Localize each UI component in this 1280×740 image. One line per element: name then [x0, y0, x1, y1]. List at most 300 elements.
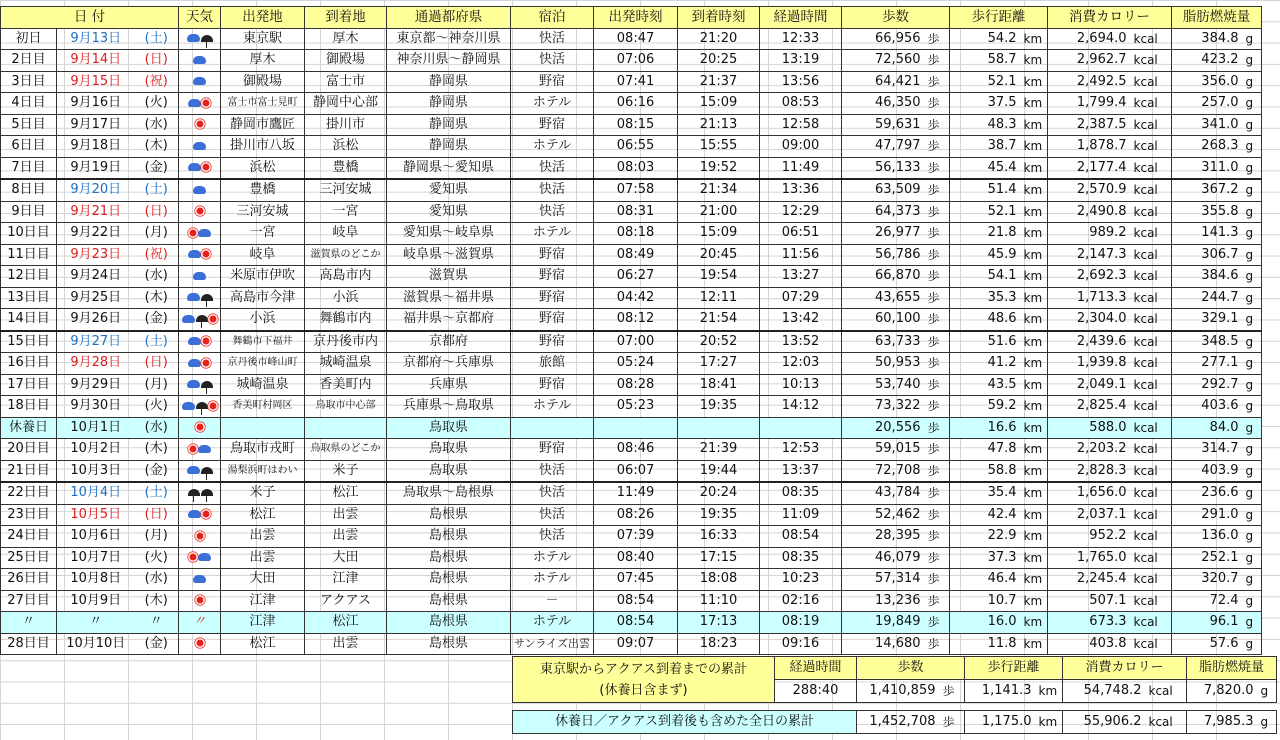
header-kcal: 消費カロリー — [1048, 7, 1172, 29]
weather-cell — [179, 353, 221, 375]
dep-cell: 08:12 — [594, 309, 678, 331]
from-cell: 香美町村岡区 — [221, 396, 305, 418]
dep-cell: 06:16 — [594, 93, 678, 115]
dep-cell: 08:40 — [594, 547, 678, 569]
kcal-unit: kcal — [1130, 460, 1172, 482]
prefs-cell: 島根県 — [387, 504, 511, 526]
from-cell: 御殿場 — [221, 71, 305, 93]
steps-cell: 57,314 — [842, 569, 924, 591]
steps-unit: 歩 — [924, 309, 950, 331]
fat-unit: g — [1242, 179, 1262, 201]
weather-cell — [179, 504, 221, 526]
arr-cell: 17:15 — [678, 547, 760, 569]
kcal-unit: kcal — [1130, 71, 1172, 93]
arr-cell — [678, 417, 760, 439]
arr-cell: 20:24 — [678, 482, 760, 504]
cloud-icon — [188, 250, 201, 258]
date-cell: 9月25日 — [57, 287, 135, 309]
cloud-icon — [198, 445, 211, 453]
fat-unit: g — [1242, 114, 1262, 136]
arr-cell: 18:41 — [678, 374, 760, 396]
kcal-unit: kcal — [1130, 417, 1172, 439]
fat-unit: g — [1242, 633, 1262, 655]
fat-unit: g — [1242, 504, 1262, 526]
fat-cell: 57.6 — [1172, 633, 1242, 655]
arr-cell: 21:20 — [678, 28, 760, 50]
kcal-cell: 2,387.5 — [1048, 114, 1130, 136]
arr-cell: 20:25 — [678, 50, 760, 72]
dist-unit: km — [1020, 136, 1048, 158]
dow-cell: (日) — [135, 353, 179, 375]
day-cell: 28日目 — [1, 633, 57, 655]
dist-cell: 37.5 — [950, 93, 1020, 115]
kcal-unit: kcal — [1130, 547, 1172, 569]
fat-cell: 314.7 — [1172, 439, 1242, 461]
weather-cell — [179, 569, 221, 591]
elapsed-cell: 11:49 — [760, 157, 842, 179]
from-cell: 静岡市鷹匠 — [221, 114, 305, 136]
steps-unit: 歩 — [924, 526, 950, 548]
day-cell: 12日目 — [1, 266, 57, 288]
lodging-cell: 旅館 — [511, 353, 594, 375]
dep-cell — [594, 417, 678, 439]
steps-cell: 46,350 — [842, 93, 924, 115]
cloud-icon — [193, 272, 206, 280]
fat-cell: 268.3 — [1172, 136, 1242, 158]
date-cell: 10月8日 — [57, 569, 135, 591]
to-cell: 出雲 — [305, 526, 387, 548]
elapsed-cell: 11:09 — [760, 504, 842, 526]
fat-unit: g — [1242, 93, 1262, 115]
table-row — [1, 93, 1262, 115]
day-cell: 初日 — [1, 28, 57, 50]
fat-unit: g — [1242, 157, 1262, 179]
date-cell: 10月10日 — [57, 633, 135, 655]
summary2-kcal-unit: kcal — [1145, 711, 1187, 734]
summary1-h-fat: 脂肪燃焼量 — [1187, 657, 1277, 680]
dist-unit: km — [1020, 353, 1048, 375]
fat-cell: 320.7 — [1172, 569, 1242, 591]
date-cell: 10月3日 — [57, 460, 135, 482]
cloud-icon — [188, 337, 201, 345]
summary2-steps-unit: 歩 — [939, 711, 965, 734]
from-cell: 大田 — [221, 569, 305, 591]
date-cell: 10月7日 — [57, 547, 135, 569]
fat-unit: g — [1242, 287, 1262, 309]
dist-unit: km — [1020, 590, 1048, 612]
prefs-cell: 京都府～兵庫県 — [387, 353, 511, 375]
steps-cell: 13,236 — [842, 590, 924, 612]
to-cell: 鳥取市中心部 — [305, 396, 387, 418]
dist-cell: 38.7 — [950, 136, 1020, 158]
dow-cell: (金) — [135, 157, 179, 179]
prefs-cell: 鳥取県 — [387, 417, 511, 439]
lodging-cell — [511, 417, 594, 439]
umbrella-icon — [201, 35, 213, 42]
table-row — [1, 353, 1262, 375]
elapsed-cell: 12:53 — [760, 439, 842, 461]
sun-icon — [209, 315, 216, 322]
dep-cell: 07:58 — [594, 179, 678, 201]
elapsed-cell: 07:29 — [760, 287, 842, 309]
dist-cell: 43.5 — [950, 374, 1020, 396]
lodging-cell: 野宿 — [511, 439, 594, 461]
header-steps: 歩数 — [842, 7, 950, 29]
dow-cell: (月) — [135, 223, 179, 245]
weather-cell — [179, 93, 221, 115]
elapsed-cell: 13:42 — [760, 309, 842, 331]
to-cell — [305, 417, 387, 439]
date-cell: 9月22日 — [57, 223, 135, 245]
dep-cell: 04:42 — [594, 287, 678, 309]
dist-unit: km — [1020, 526, 1048, 548]
steps-cell: 52,462 — [842, 504, 924, 526]
to-cell: 松江 — [305, 482, 387, 504]
dow-cell: (木) — [135, 287, 179, 309]
steps-cell: 43,784 — [842, 482, 924, 504]
weather-cell — [179, 633, 221, 655]
summary1-h-dist: 歩行距離 — [965, 657, 1063, 680]
to-cell: 豊橋 — [305, 157, 387, 179]
weather-cell — [179, 526, 221, 548]
dist-cell: 16.6 — [950, 417, 1020, 439]
dist-unit: km — [1020, 71, 1048, 93]
elapsed-cell: 13:36 — [760, 179, 842, 201]
dist-cell: 41.2 — [950, 353, 1020, 375]
ditto-mark: 〃 — [192, 614, 206, 630]
arr-cell: 18:23 — [678, 633, 760, 655]
date-cell: 9月29日 — [57, 374, 135, 396]
weather-cell — [179, 71, 221, 93]
kcal-cell: 2,439.6 — [1048, 331, 1130, 353]
cloud-icon — [188, 163, 201, 171]
dist-unit: km — [1020, 374, 1048, 396]
date-cell: 〃 — [57, 612, 135, 634]
lodging-cell: ホテル — [511, 396, 594, 418]
table-row — [1, 179, 1262, 201]
lodging-cell: 快活 — [511, 526, 594, 548]
steps-unit: 歩 — [924, 201, 950, 223]
kcal-unit: kcal — [1130, 201, 1172, 223]
lodging-cell: 野宿 — [511, 71, 594, 93]
table-row — [1, 396, 1262, 418]
kcal-cell: 1,799.4 — [1048, 93, 1130, 115]
fat-cell: 136.0 — [1172, 526, 1242, 548]
arr-cell: 17:13 — [678, 612, 760, 634]
kcal-unit: kcal — [1130, 93, 1172, 115]
fat-unit: g — [1242, 331, 1262, 353]
lodging-cell: ホテル — [511, 547, 594, 569]
date-cell: 9月24日 — [57, 266, 135, 288]
header-dist: 歩行距離 — [950, 7, 1048, 29]
steps-cell: 59,015 — [842, 439, 924, 461]
dep-cell: 11:49 — [594, 482, 678, 504]
kcal-cell: 2,962.7 — [1048, 50, 1130, 72]
arr-cell: 21:00 — [678, 201, 760, 223]
day-cell: 11日目 — [1, 244, 57, 266]
cloud-icon — [193, 575, 206, 583]
dow-cell: (土) — [135, 179, 179, 201]
kcal-cell: 2,694.0 — [1048, 28, 1130, 50]
umbrella-icon — [188, 489, 200, 496]
prefs-cell: 鳥取県 — [387, 460, 511, 482]
lodging-cell: 快活 — [511, 157, 594, 179]
cloud-icon — [198, 553, 211, 561]
kcal-cell: 2,492.5 — [1048, 71, 1130, 93]
kcal-cell: 1,878.7 — [1048, 136, 1130, 158]
fat-cell: 356.0 — [1172, 71, 1242, 93]
dist-unit: km — [1020, 157, 1048, 179]
elapsed-cell: 13:56 — [760, 71, 842, 93]
cloud-icon — [182, 315, 195, 323]
from-cell: 三河安城 — [221, 201, 305, 223]
from-cell: 湯梨浜町はわい — [221, 460, 305, 482]
arr-cell: 16:33 — [678, 526, 760, 548]
summary1-elapsed: 288:40 — [775, 680, 857, 703]
dist-unit: km — [1020, 287, 1048, 309]
arr-cell: 19:44 — [678, 460, 760, 482]
dow-cell: (土) — [135, 331, 179, 353]
walk-log-table — [0, 6, 1262, 655]
dep-cell: 08:54 — [594, 590, 678, 612]
prefs-cell: 島根県 — [387, 569, 511, 591]
table-row — [1, 460, 1262, 482]
steps-cell: 20,556 — [842, 417, 924, 439]
arr-cell: 21:13 — [678, 114, 760, 136]
fat-cell: 72.4 — [1172, 590, 1242, 612]
dist-unit: km — [1020, 50, 1048, 72]
day-cell: 18日目 — [1, 396, 57, 418]
lodging-cell: 野宿 — [511, 114, 594, 136]
day-cell: 24日目 — [1, 526, 57, 548]
prefs-cell: 鳥取県 — [387, 439, 511, 461]
summary2-steps: 1,452,708 — [857, 711, 939, 734]
summary2-label: 休養日／アクアス到着後も含めた全日の累計 — [513, 711, 857, 734]
kcal-unit: kcal — [1130, 612, 1172, 634]
weather-cell — [179, 396, 221, 418]
lodging-cell: － — [511, 590, 594, 612]
kcal-cell: 2,203.2 — [1048, 439, 1130, 461]
steps-cell: 14,680 — [842, 633, 924, 655]
prefs-cell: 静岡県 — [387, 136, 511, 158]
steps-unit: 歩 — [924, 331, 950, 353]
sun-icon — [196, 640, 203, 647]
elapsed-cell: 13:19 — [760, 50, 842, 72]
kcal-unit: kcal — [1130, 590, 1172, 612]
to-cell: 鳥取県のどこか — [305, 439, 387, 461]
dist-unit: km — [1020, 93, 1048, 115]
day-cell: 2日目 — [1, 50, 57, 72]
arr-cell: 15:09 — [678, 223, 760, 245]
steps-unit: 歩 — [924, 547, 950, 569]
from-cell: 出雲 — [221, 547, 305, 569]
to-cell: 岐阜 — [305, 223, 387, 245]
steps-cell: 56,133 — [842, 157, 924, 179]
to-cell: 静岡中心部 — [305, 93, 387, 115]
table-row — [1, 287, 1262, 309]
fat-cell: 423.2 — [1172, 50, 1242, 72]
date-cell: 9月23日 — [57, 244, 135, 266]
lodging-cell: ホテル — [511, 93, 594, 115]
steps-unit: 歩 — [924, 396, 950, 418]
table-row — [1, 633, 1262, 655]
date-cell: 9月16日 — [57, 93, 135, 115]
dist-cell: 45.4 — [950, 157, 1020, 179]
dow-cell: (木) — [135, 439, 179, 461]
dow-cell: (土) — [135, 482, 179, 504]
to-cell: 大田 — [305, 547, 387, 569]
dow-cell: (木) — [135, 590, 179, 612]
table-row — [1, 201, 1262, 223]
date-cell: 10月9日 — [57, 590, 135, 612]
lodging-cell: ホテル — [511, 223, 594, 245]
weather-cell — [179, 439, 221, 461]
elapsed-cell: 08:19 — [760, 612, 842, 634]
dep-cell: 08:46 — [594, 439, 678, 461]
dist-unit: km — [1020, 547, 1048, 569]
cloud-icon — [188, 99, 201, 107]
kcal-cell: 2,825.4 — [1048, 396, 1130, 418]
lodging-cell: ホテル — [511, 569, 594, 591]
from-cell: 豊橋 — [221, 179, 305, 201]
prefs-cell: 兵庫県～鳥取県 — [387, 396, 511, 418]
steps-unit: 歩 — [924, 633, 950, 655]
dep-cell: 05:23 — [594, 396, 678, 418]
dow-cell: (金) — [135, 460, 179, 482]
summary1-dist: 1,141.3 — [965, 680, 1035, 703]
fat-cell: 84.0 — [1172, 417, 1242, 439]
dist-unit: km — [1020, 504, 1048, 526]
weather-cell — [179, 50, 221, 72]
to-cell: 御殿場 — [305, 50, 387, 72]
sun-icon — [196, 208, 203, 215]
cloud-icon — [193, 56, 206, 64]
lodging-cell: サンライズ出雲 — [511, 633, 594, 655]
dist-cell: 42.4 — [950, 504, 1020, 526]
dist-unit: km — [1020, 633, 1048, 655]
dist-cell: 10.7 — [950, 590, 1020, 612]
dep-cell: 08:47 — [594, 28, 678, 50]
steps-unit: 歩 — [924, 157, 950, 179]
day-cell: 21日目 — [1, 460, 57, 482]
to-cell: 一宮 — [305, 201, 387, 223]
to-cell: 三河安城 — [305, 179, 387, 201]
table-row — [1, 28, 1262, 50]
arr-cell: 15:09 — [678, 93, 760, 115]
elapsed-cell: 11:56 — [760, 244, 842, 266]
fat-cell: 311.0 — [1172, 157, 1242, 179]
lodging-cell: 野宿 — [511, 374, 594, 396]
date-cell: 9月21日 — [57, 201, 135, 223]
dist-unit: km — [1020, 460, 1048, 482]
dep-cell: 07:41 — [594, 71, 678, 93]
to-cell: 高島市内 — [305, 266, 387, 288]
to-cell: 舞鶴市内 — [305, 309, 387, 331]
kcal-cell: 2,245.4 — [1048, 569, 1130, 591]
fat-cell: 141.3 — [1172, 223, 1242, 245]
from-cell: 江津 — [221, 590, 305, 612]
from-cell: 松江 — [221, 633, 305, 655]
date-cell: 10月1日 — [57, 417, 135, 439]
fat-unit: g — [1242, 374, 1262, 396]
date-cell: 9月15日 — [57, 71, 135, 93]
dep-cell: 08:18 — [594, 223, 678, 245]
lodging-cell: 快活 — [511, 179, 594, 201]
date-cell: 9月27日 — [57, 331, 135, 353]
dist-cell: 52.1 — [950, 71, 1020, 93]
sun-icon — [203, 164, 210, 171]
to-cell: 出雲 — [305, 633, 387, 655]
kcal-cell: 1,656.0 — [1048, 482, 1130, 504]
summary2-fat-unit: g — [1257, 711, 1277, 734]
kcal-cell: 989.2 — [1048, 223, 1130, 245]
kcal-unit: kcal — [1130, 309, 1172, 331]
fat-cell: 403.6 — [1172, 396, 1242, 418]
arr-cell: 21:39 — [678, 439, 760, 461]
table-row — [1, 309, 1262, 331]
dow-cell: (日) — [135, 504, 179, 526]
lodging-cell: 野宿 — [511, 309, 594, 331]
day-cell: 27日目 — [1, 590, 57, 612]
steps-cell: 53,740 — [842, 374, 924, 396]
umbrella-icon — [201, 489, 213, 496]
summary2-dist: 1,175.0 — [965, 711, 1035, 734]
table-row — [1, 439, 1262, 461]
steps-cell: 66,956 — [842, 28, 924, 50]
elapsed-cell: 10:13 — [760, 374, 842, 396]
elapsed-cell: 13:37 — [760, 460, 842, 482]
steps-cell: 56,786 — [842, 244, 924, 266]
dist-unit: km — [1020, 309, 1048, 331]
elapsed-cell: 12:03 — [760, 353, 842, 375]
kcal-unit: kcal — [1130, 439, 1172, 461]
dep-cell: 08:49 — [594, 244, 678, 266]
steps-cell: 73,322 — [842, 396, 924, 418]
kcal-cell: 507.1 — [1048, 590, 1130, 612]
elapsed-cell: 13:52 — [760, 331, 842, 353]
weather-cell — [179, 287, 221, 309]
cloud-icon — [187, 466, 200, 474]
lodging-cell: 快活 — [511, 504, 594, 526]
steps-unit: 歩 — [924, 114, 950, 136]
table-row — [1, 504, 1262, 526]
steps-cell: 50,953 — [842, 353, 924, 375]
cloud-icon — [187, 293, 200, 301]
table-row — [1, 612, 1262, 634]
steps-unit: 歩 — [924, 374, 950, 396]
elapsed-cell: 14:12 — [760, 396, 842, 418]
day-cell: 16日目 — [1, 353, 57, 375]
prefs-cell: 島根県 — [387, 633, 511, 655]
from-cell: 掛川市八坂 — [221, 136, 305, 158]
to-cell: 富士市 — [305, 71, 387, 93]
dist-cell: 58.7 — [950, 50, 1020, 72]
summary1-kcal: 54,748.2 — [1063, 680, 1145, 703]
summary1-label-cell — [513, 657, 775, 703]
day-cell: 15日目 — [1, 331, 57, 353]
fat-cell: 367.2 — [1172, 179, 1242, 201]
day-cell: 17日目 — [1, 374, 57, 396]
weather-cell — [179, 114, 221, 136]
fat-cell: 341.0 — [1172, 114, 1242, 136]
elapsed-cell: 13:27 — [760, 266, 842, 288]
dow-cell: (火) — [135, 547, 179, 569]
dist-unit: km — [1020, 417, 1048, 439]
table-row — [1, 50, 1262, 72]
date-cell: 9月28日 — [57, 353, 135, 375]
kcal-unit: kcal — [1130, 244, 1172, 266]
cloud-icon — [193, 77, 206, 85]
